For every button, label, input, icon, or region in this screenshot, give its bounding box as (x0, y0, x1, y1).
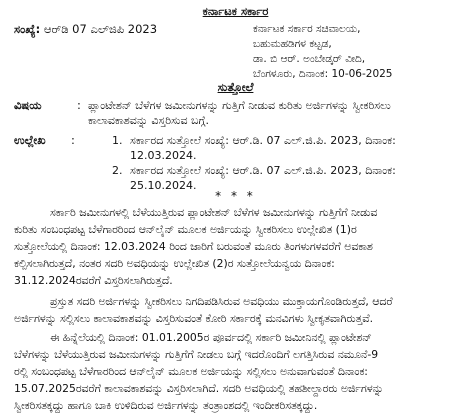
paragraph-line: ಕುರಿತು ಸಂಬಂಧಪಟ್ಟ ಬೆಳೆಗಾರರಿಂದ ಆನ್‌ಲೈನ್ ಮೂಲಕ ಅರ್ಜಿಯನ್ನು ಸ್ವೀಕರಿಸಲು ಉಲ್ಲೇಖಿತ (1)ರ (14, 223, 357, 236)
body-paragraph-3 (14, 329, 460, 414)
paragraph-line: ಪ್ರಸ್ತುತ ಸದರಿ ಅರ್ಜಿಗಳನ್ನು ಸ್ವೀಕರಿಸಲು ನಿಗದಿಪಡಿಸಿರುವ ಅವಧಿಯು ಮುಕ್ತಾಯಗೊಂಡಿರುತ್ತದೆ, ಆದರೆ (50, 295, 393, 308)
subject-line: ಪ್ಲಾಂಟೇಶನ್ ಬೆಳೆಗಳ ಜಮೀನುಗಳನ್ನು ಗುತ್ತಿಗೆ ನೀಡುವ ಕುರಿತು ಅರ್ಜಿಗಳನ್ನು ಸ್ವೀಕರಿಸಲು (88, 99, 391, 112)
reference-item-text: ಸರ್ಕಾರದ ಸುತ್ತೋಲೆ ಸಂಖ್ಯೆ: ಆರ್.ಡಿ. 07 ಎಲ್.ಜಿ.ಪಿ. 2023, ದಿನಾಂಕ: (130, 134, 396, 147)
address-line: ಕರ್ನಾಟಕ ಸರ್ಕಾರ ಸಚಿವಾಲಯ, (253, 23, 361, 35)
references-label: ಉಲ್ಲೇಖ (14, 133, 46, 147)
address-date-line: ಬೆಂಗಳೂರು, ದಿನಾಂಕ: 10-06-2025 (253, 68, 393, 80)
address-line: ಬಹುಮಹಡಿಗಳ ಕಟ್ಟಡ, (253, 38, 332, 50)
reference-item-date: 25.10.2024. (130, 179, 197, 192)
subject-colon: : (77, 98, 81, 112)
notice-title: ಸುತ್ತೋಲೆ (217, 80, 254, 94)
subject-line: ಕಾಲಾವಕಾಶವನ್ನು ವಿಸ್ತರಿಸುವ ಬಗ್ಗೆ. (88, 114, 209, 127)
paragraph-line: ರಲ್ಲಿ ಸಂಬಂಧಪಟ್ಟ ಬೆಳೆಗಾರರಿಂದ ಆನ್‌ಲೈನ್ ಮೂಲಕ ಅರ್ಜಿಯನ್ನು ಸಲ್ಲಿಸಲು ಅನುವಾಗುವಂತೆ ದಿನಾಂಕ: (14, 365, 368, 378)
references-colon: : (71, 133, 75, 147)
paragraph-line: ಸುತ್ತೋಲೆಯಲ್ಲಿ ದಿನಾಂಕ: 12.03.2024 ರಿಂದ ಜಾರಿಗೆ ಬರುವಂತೆ ಮೂರು ತಿಂಗಳುಗಳವರೆಗೆ ಅವಕಾಶ (14, 240, 373, 253)
subject-label: ವಿಷಯ (14, 98, 42, 112)
section-separator: * * * (215, 189, 256, 203)
body-paragraph-1 (14, 204, 460, 289)
address-line: ಡಾ. ಬಿ ಆರ್. ಅಂಬೇಡ್ಕರ್ ವೀದಿ, (253, 53, 366, 65)
paragraph-line: 31.12.2024ರವರೆಗೆ ವಿಸ್ತರಿಸಲಾಗಿರುತ್ತದೆ. (14, 274, 173, 287)
paragraph-line: ಕಲ್ಪಿಸಲಾಗಿರುತ್ತದೆ, ನಂತರ ಸದರಿ ಅವಧಿಯನ್ನು ಉಲ್ಲೇಖಿತ (2)ರ ಸುತ್ತೋಲೆಯನ್ವಯ ದಿನಾಂಕ: (14, 257, 335, 270)
paragraph-line: ಅರ್ಜಿಗಳನ್ನು ಸಲ್ಲಿಸಲು ಕಾಲಾವಕಾಶವನ್ನು ವಿಸ್ತರಿಸುವಂತೆ ಕೋರಿ ಸರ್ಕಾರಕ್ಕೆ ಮನವಿಗಳು ಸ್ವೀಕೃತವಾಗಿರುತ್ತವೆ. (14, 312, 374, 325)
reference-number (14, 22, 157, 37)
paragraph-line: ಸ್ವೀಕರಿಸತಕ್ಕದ್ದು ಹಾಗೂ ಬಾಕಿ ಉಳಿದಿರುವ ಅರ್ಜಿಗಳನ್ನು ತಂತ್ರಾಂಶದಲ್ಲಿ ಇಂದೀಕರಿಸತಕ್ಕದ್ದು. (14, 399, 318, 412)
reference-number-label: ಸಂಖ್ಯೆ: (14, 22, 41, 36)
reference-item-number: 2. (112, 164, 123, 177)
office-address (253, 22, 393, 82)
paragraph-line: ಈ ಹಿನ್ನೆಲೆಯಲ್ಲಿ ದಿನಾಂಕ: 01.01.2005ರ ಪೂರ್ವದಲ್ಲಿ ಸರ್ಕಾರಿ ಜಮೀನಿನಲ್ಲಿ ಪ್ಲಾಂಟೇಶನ್ (50, 331, 372, 344)
paragraph-line: 15.07.2025ರವರೆಗೆ ಕಾಲಾವಕಾಶವನ್ನು ವಿಸ್ತರಿಸಲಾಗಿದೆ. ಸದರಿ ಅವಧಿಯಲ್ಲಿ ತಹಶೀಲ್ದಾರರು ಅರ್ಜಿಗಳನ್ನು (14, 382, 384, 395)
reference-number-value: ಆರ್‌ಡಿ 07 ಎಲ್‌ಜಿಪಿ 2023 (43, 22, 158, 36)
subject-text (88, 98, 460, 128)
paragraph-line: ಸರ್ಕಾರಿ ಜಮೀನುಗಳಲ್ಲಿ ಬೆಳೆಯುತ್ತಿರುವ ಪ್ಲಾಂಟೇಶನ್ ಬೆಳೆಗಳ ಜಮೀನುಗಳನ್ನು ಗುತ್ತಿಗೆಗೆ ನೀಡುವ (50, 206, 378, 219)
body-paragraph-2 (14, 293, 460, 327)
government-title: ಕರ್ನಾಟಕ ಸರ್ಕಾರ (202, 4, 269, 18)
paragraph-line: ಬೆಳೆಗಳನ್ನು ಬೆಳೆಯುತ್ತಿರುವ ಜಮೀನುಗಳನ್ನು ಗುತ್ತಿಗೆಗೆ ನೀಡಲು ಬಗ್ಗೆ ಇದರೊಂದಿಗೆ ಲಗತ್ತಿಸಿರುವ ನಮೂನೆ-9 (14, 348, 379, 361)
reference-item-date: 12.03.2024. (130, 149, 197, 162)
reference-item-text: ಸರ್ಕಾರದ ಸುತ್ತೋಲೆ ಸಂಖ್ಯೆ: ಆರ್.ಡಿ. 07 ಎಲ್.ಜಿ.ಪಿ. 2023, ದಿನಾಂಕ: (130, 164, 396, 177)
reference-item-number: 1. (112, 134, 123, 147)
